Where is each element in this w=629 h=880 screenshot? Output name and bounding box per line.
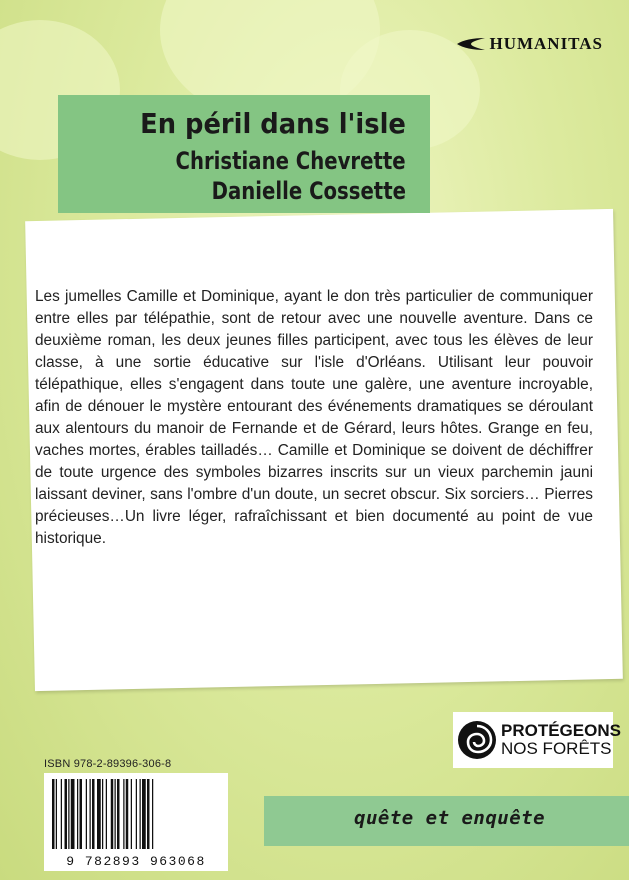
eco-badge-line-1: PROTÉGEONS (501, 721, 621, 740)
humanitas-swoosh-icon (455, 36, 487, 52)
barcode-bar (52, 779, 55, 849)
barcode-bar (123, 779, 124, 849)
eco-badge (453, 712, 621, 768)
barcode-bar (142, 779, 146, 849)
barcode (44, 773, 228, 871)
barcode-bar (77, 779, 78, 849)
barcode-bar (61, 779, 62, 849)
publisher-name: HUMANITAS (489, 34, 603, 53)
publisher-logo (455, 34, 603, 54)
barcode-bar (147, 779, 150, 849)
barcode-bar (80, 779, 83, 849)
barcode-bar (111, 779, 114, 849)
barcode-bar (140, 779, 141, 849)
barcode-bars (52, 779, 220, 849)
barcode-bar (56, 779, 57, 849)
barcode-bar (131, 779, 132, 849)
author-name: Danielle Cossette (211, 177, 406, 205)
spiral-tree-icon (457, 720, 497, 760)
barcode-bar (115, 779, 116, 849)
barcode-bar (102, 779, 103, 849)
barcode-bar (126, 779, 129, 849)
barcode-bar (68, 779, 69, 849)
eco-badge-line-2: NOS FORÊTS (501, 739, 612, 758)
barcode-bar (152, 779, 153, 849)
barcode-bar (86, 779, 87, 849)
barcode-bar (65, 779, 68, 849)
barcode-bar (97, 779, 101, 849)
series-name: quête et enquête (354, 807, 546, 829)
barcode-bar (117, 779, 120, 849)
barcode-bar (136, 779, 137, 849)
barcode-bar (92, 779, 95, 849)
series-band (264, 796, 629, 846)
barcode-bar (106, 779, 107, 849)
isbn-label: ISBN 978-2-89396-306-8 (44, 758, 172, 770)
barcode-digits: 9 782893 963068 (66, 854, 206, 869)
book-title: En péril dans l'isle (140, 107, 406, 140)
barcode-bar (90, 779, 91, 849)
title-band (58, 95, 430, 213)
book-blurb: Les jumelles Camille et Dominique, ayant le don très particulier de communiquer entre elles par télépathie, sont de retour avec une nouvelle aventure. Dans ce deuxième roman, les deux jeunes filles participent, avec tous les élèves de leur classe, à une sortie éducative sur l'isle d'Orléans. Utilisant leur pouvoir télépathique, elles s'engagent dans toute une galère, une aventure incroyable, afin de dénouer le mystère entourant des événements dramatiques se déroulant aux alentours du manoir de Fernande et de Gérard, leurs hôtes. Grange en feu, vaches mortes, érables tailladés… Camille et Dominique se doivent de déchiffrer de toute urgence des symboles bizarres inscrits sur un vieux parchemin jauni laissant deviner, sans l'ombre d'un doute, un secret obscur. Six sorciers… Pierres précieuses…Un livre léger, rafraîchissant et bien documenté au point de vue historique. (35, 288, 593, 547)
barcode-bar (71, 779, 75, 849)
author-name: Christiane Chevrette (175, 147, 406, 175)
